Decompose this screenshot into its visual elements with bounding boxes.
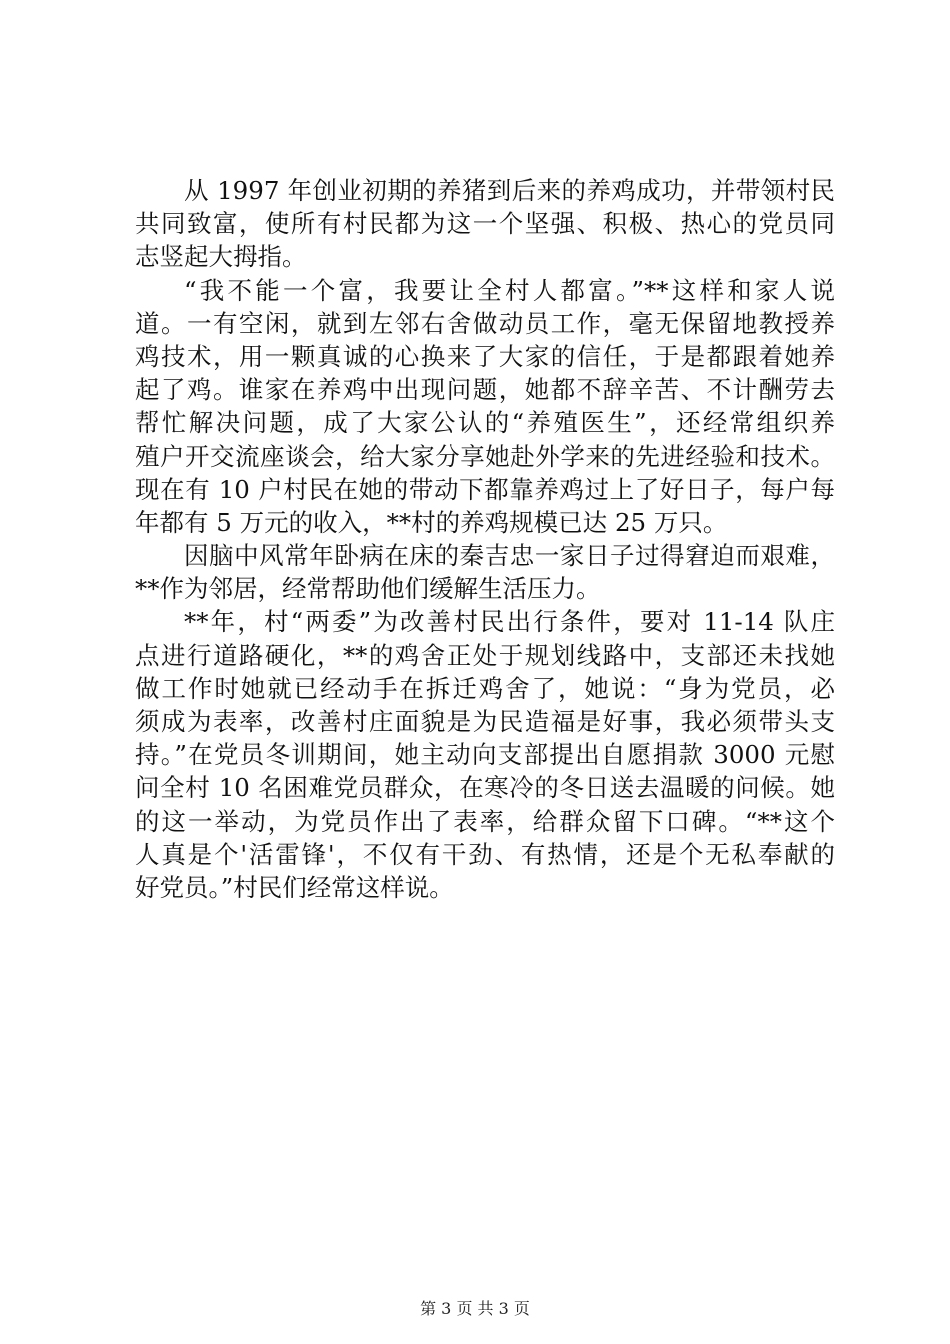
paragraph-4-line-6: 问全村 10 名困难党员群众，在寒冷的冬日送去温暖的问候。她 — [135, 773, 835, 803]
paragraph-4-line-2: 点进行道路硬化，**的鸡舍正处于规划线路中，支部还未找她 — [135, 640, 835, 670]
paragraph-3-line-1: 因脑中风常年卧病在床的秦吉忠一家日子过得窘迫而艰难， — [184, 541, 835, 571]
paragraph-2-line-5: 帮忙解决问题，成了大家公认的“养殖医生”，还经常组织养 — [135, 408, 835, 438]
document-body — [135, 174, 835, 904]
paragraph-4-line-8: 人真是个'活雷锋'，不仅有干劲、有热情，还是个无私奉献的 — [135, 839, 835, 869]
paragraph-4-line-3: 做工作时她就已经动手在拆迁鸡舍了，她说：“身为党员，必 — [135, 673, 835, 703]
paragraph-3-line-2: **作为邻居，经常帮助他们缓解生活压力。 — [135, 574, 601, 604]
paragraph-2-line-7: 现在有 10 户村民在她的带动下都靠养鸡过上了好日子，每户每 — [135, 474, 835, 504]
paragraph-2-line-8: 年都有 5 万元的收入，**村的养鸡规模已达 25 万只。 — [135, 507, 728, 537]
paragraph-2-line-2: 道。一有空闲，就到左邻右舍做动员工作，毫无保留地教授养 — [135, 308, 835, 338]
paragraph-4-line-1: **年，村“两委”为改善村民出行条件，要对 11-14 队庄 — [184, 607, 835, 637]
paragraph-1-line-1: 从 1997 年创业初期的养猪到后来的养鸡成功，并带领村民 — [184, 176, 835, 205]
paragraph-4-line-7: 的这一举动，为党员作出了表率，给群众留下口碑。“**这个 — [135, 806, 835, 836]
paragraph-4-line-9: 好党员。”村民们经常这样说。 — [135, 872, 454, 902]
page-number-footer: 第 3 页 共 3 页 — [420, 1299, 530, 1318]
paragraph-2-line-3: 鸡技术，用一颗真诚的心换来了大家的信任，于是都跟着她养 — [135, 341, 835, 371]
paragraph-1-line-3: 志竖起大拇指。 — [135, 242, 307, 272]
paragraph-2-line-4: 起了鸡。谁家在养鸡中出现问题，她都不辞辛苦、不计酬劳去 — [135, 375, 835, 405]
paragraph-2-line-6: 殖户开交流座谈会，给大家分享她赴外学来的先进经验和技术。 — [135, 441, 835, 471]
paragraph-2-line-1: “我不能一个富，我要让全村人都富。”**这样和家人说 — [184, 275, 835, 305]
paragraph-4-line-5: 持。”在党员冬训期间，她主动向支部提出自愿捐款 3000 元慰 — [135, 740, 835, 770]
paragraph-1-line-2: 共同致富，使所有村民都为这一个坚强、积极、热心的党员同 — [135, 209, 835, 239]
paragraph-4-line-4: 须成为表率，改善村庄面貌是为民造福是好事，我必须带头支 — [135, 707, 835, 736]
